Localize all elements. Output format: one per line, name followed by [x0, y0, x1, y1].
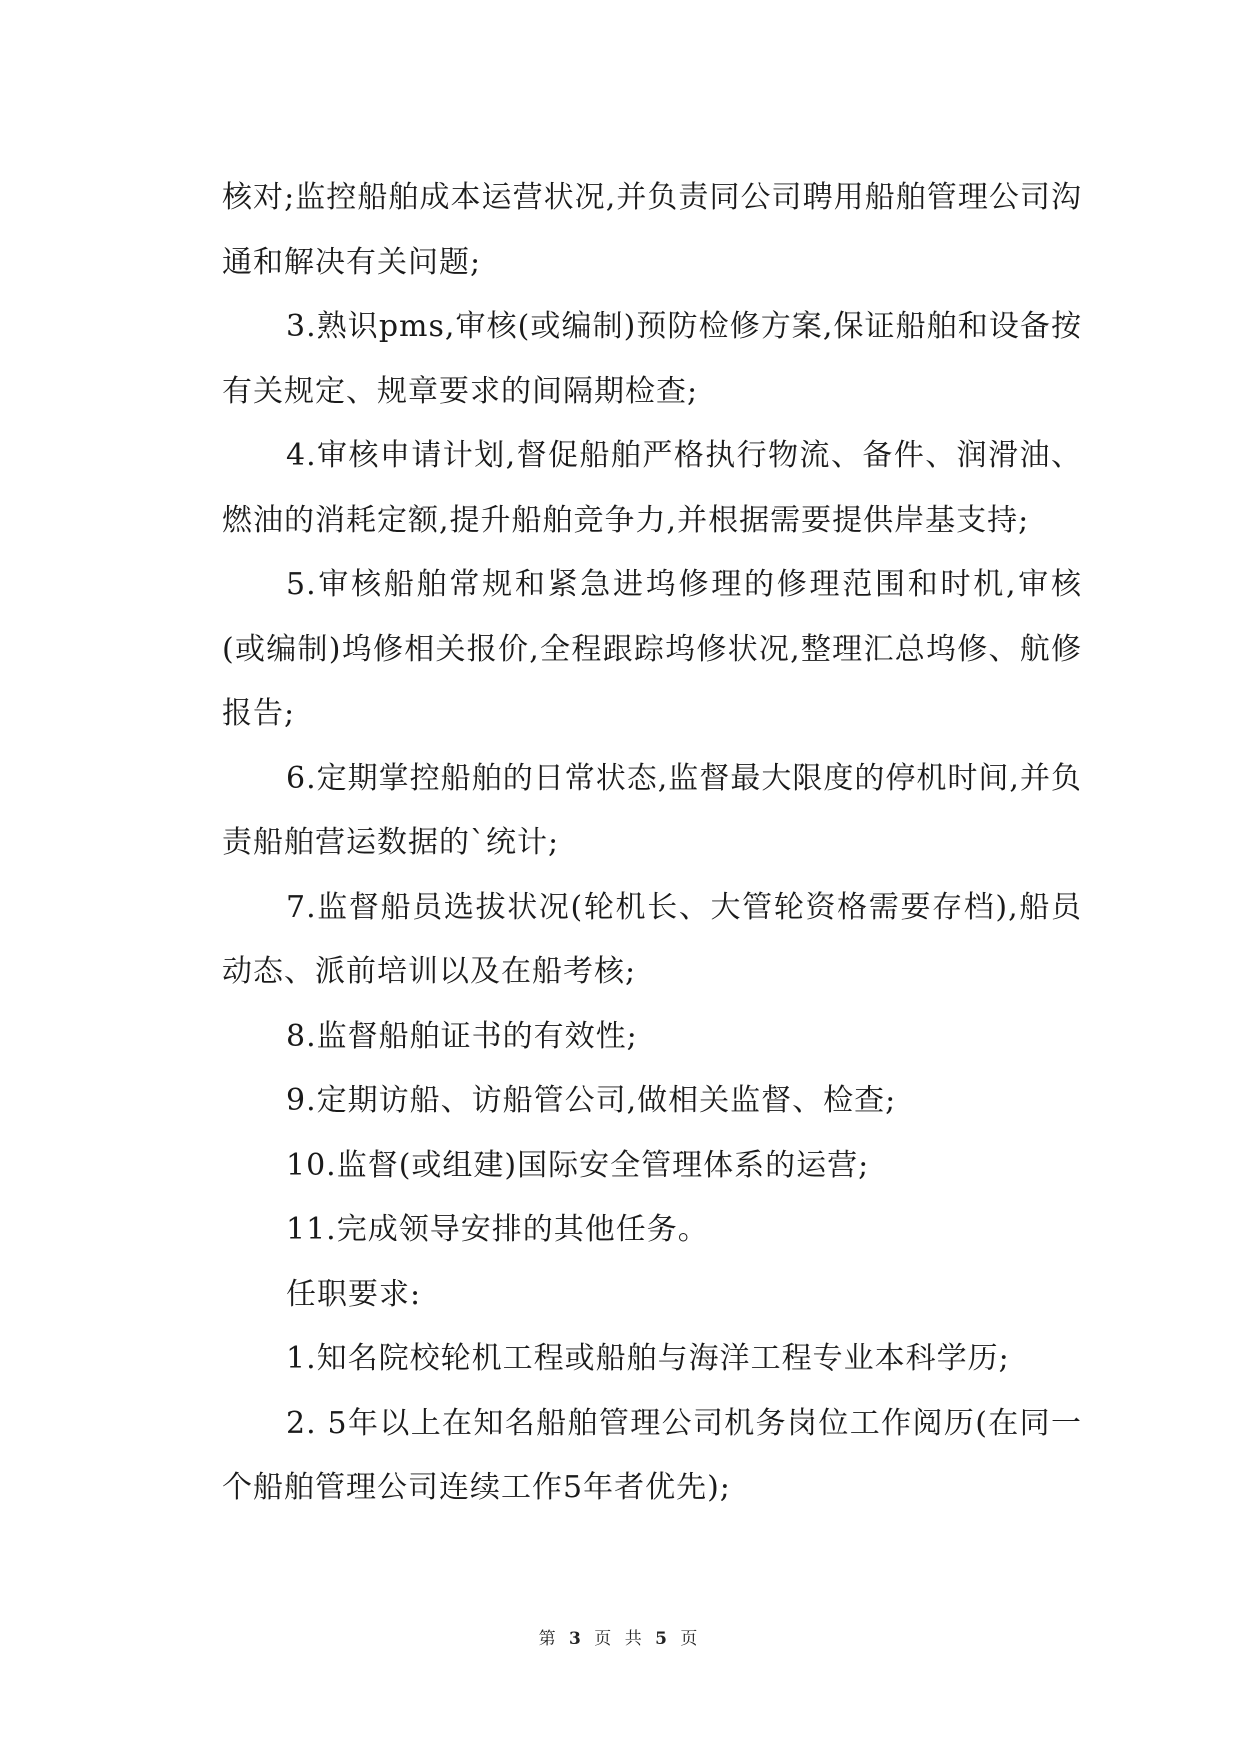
paragraph-10: 11.完成领导安排的其他任务。 [286, 1212, 709, 1247]
section-heading-requirements: 任职要求: [286, 1276, 422, 1312]
paragraph-12: 1.知名院校轮机工程或船舶与海洋工程专业本科学历; [286, 1341, 1010, 1376]
total-page-count: 5 [655, 1629, 671, 1649]
paragraph-7: 8.监督船舶证书的有效性; [286, 1018, 638, 1054]
footer-prefix: 第 [538, 1629, 560, 1649]
current-page-number: 3 [569, 1629, 585, 1649]
document-body [222, 166, 1082, 1521]
paragraph-9: 10.监督(或组建)国际安全管理体系的运营; [286, 1147, 870, 1183]
paragraph-4: 5.审核船舶常规和紧急进坞修理的修理范围和时机,审核(或编制)坞修相关报价,全程跟踪坞修状况,整理汇总坞修、航修报告; [222, 567, 1082, 731]
paragraph-6: 7.监督船员选拔状况(轮机长、大管轮资格需要存档),船员动态、派前培训以及在船考核; [222, 889, 1082, 989]
paragraph-5: 6.定期掌控船舶的日常状态,监督最大限度的停机时间,并负责船舶营运数据的`统计; [222, 760, 1082, 860]
paragraph-3: 4.审核申请计划,督促船舶严格执行物流、备件、润滑油、燃油的消耗定额,提升船舶竞争力,并根据需要提供岸基支持; [222, 438, 1082, 538]
footer-middle: 页 共 [594, 1629, 646, 1649]
footer-suffix: 页 [680, 1629, 702, 1649]
paragraph-13: 2. 5年以上在知名船舶管理公司机务岗位工作阅历(在同一个船舶管理公司连续工作5年者优先); [222, 1405, 1082, 1505]
paragraph-8: 9.定期访船、访船管公司,做相关监督、检查; [286, 1083, 897, 1118]
paragraph-1: 核对;监控船舶成本运营状况,并负责同公司聘用船舶管理公司沟通和解决有关问题; [222, 180, 1082, 280]
paragraph-2: 3.熟识pms,审核(或编制)预防检修方案,保证船舶和设备按有关规定、规章要求的间隔期检查; [222, 309, 1082, 409]
page-footer [0, 1624, 1240, 1649]
